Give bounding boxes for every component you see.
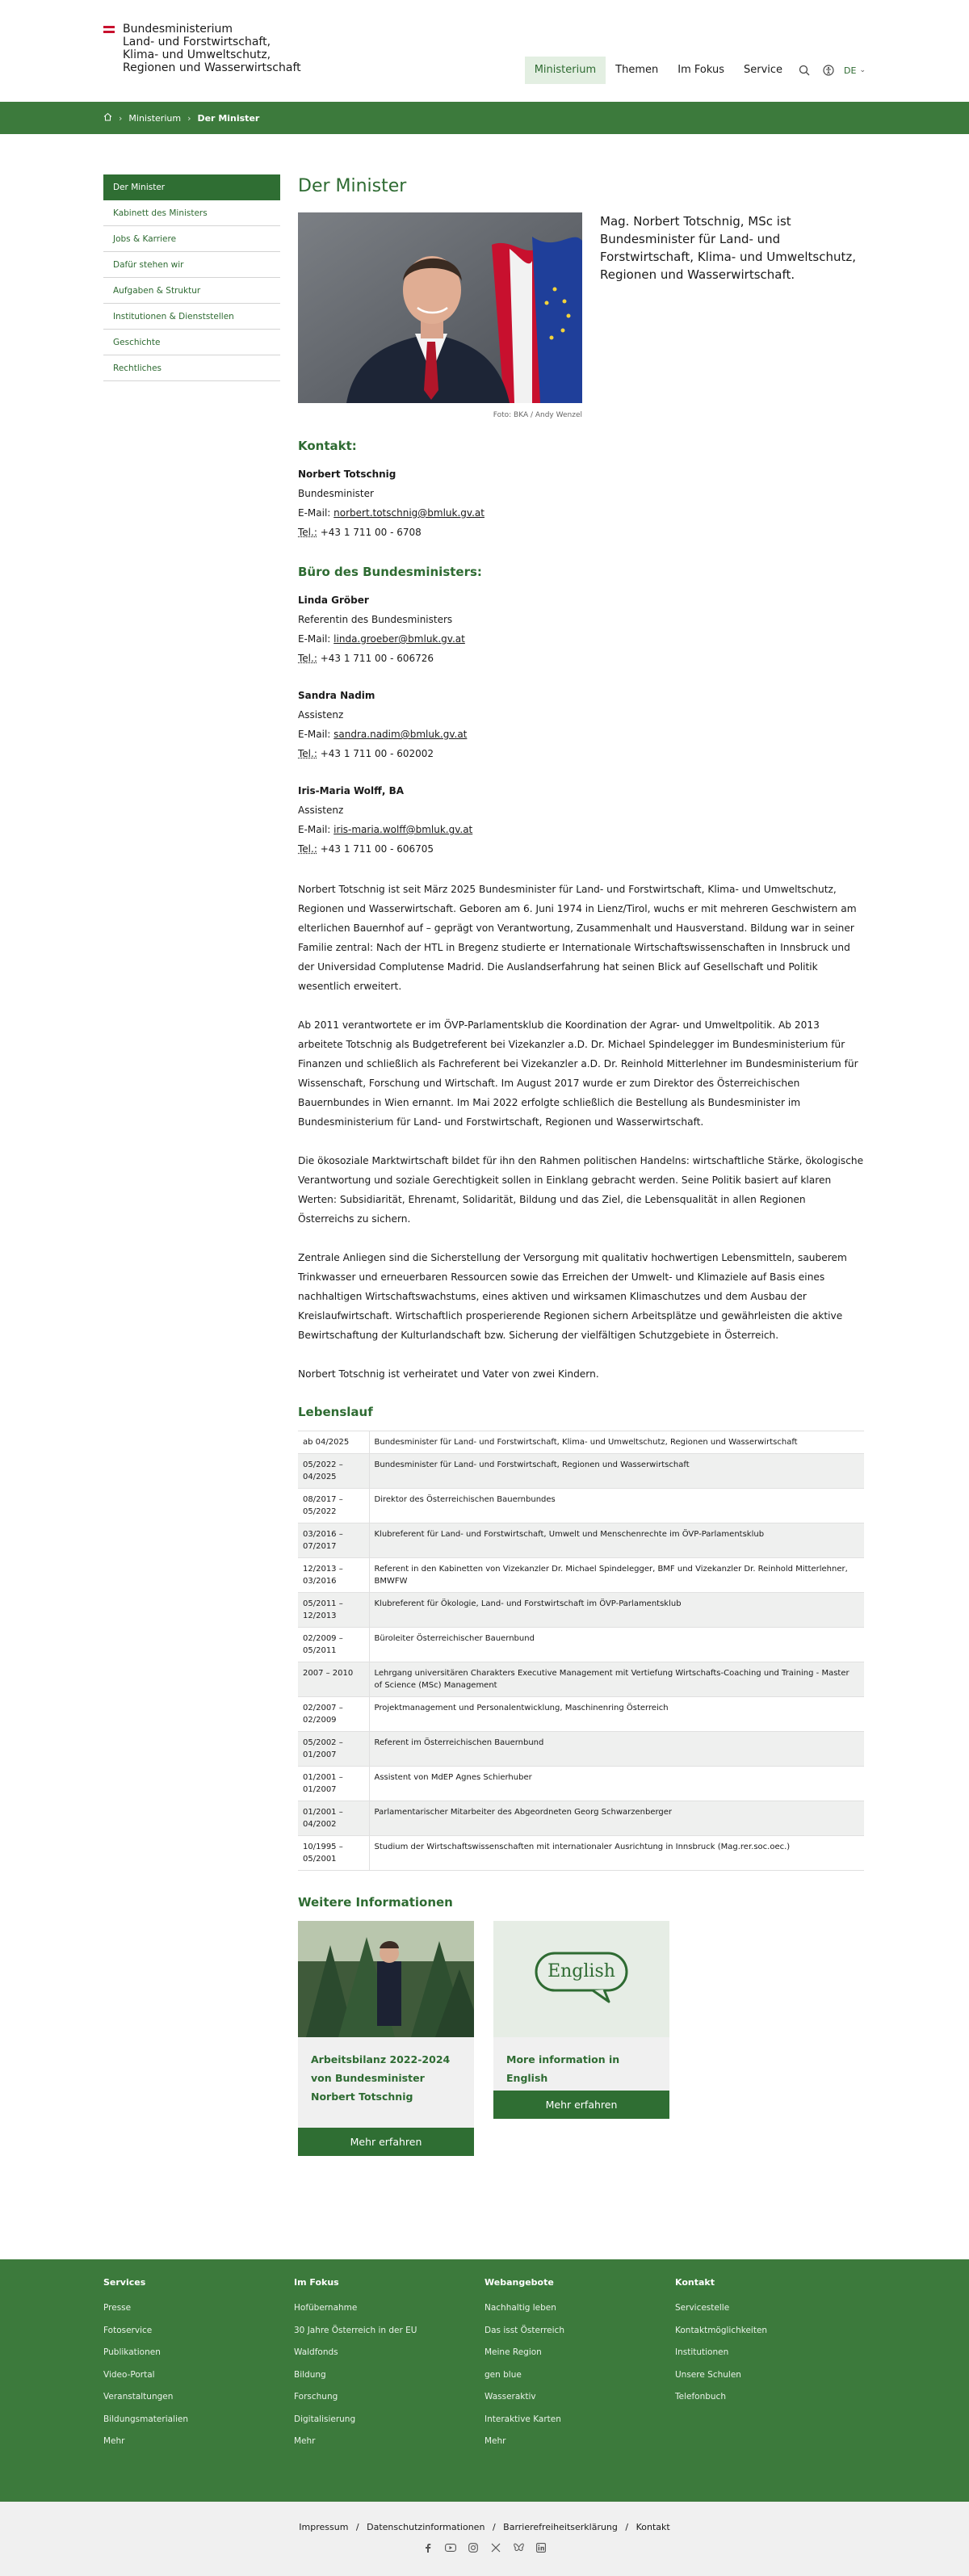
footer-link[interactable]: Presse <box>103 2303 132 2313</box>
kontakt-link[interactable]: Kontakt <box>636 2522 670 2532</box>
teaser-card-english[interactable] <box>493 1921 669 2156</box>
mehr-erfahren-button[interactable]: Mehr erfahren <box>298 2128 474 2156</box>
cv-entry: Bundesminister für Land- und Forstwirtschaft, Klima- und Umweltschutz, Regionen und Wasserwirtschaft <box>369 1431 864 1454</box>
cv-heading: Lebenslauf <box>298 1405 373 1419</box>
intro <box>298 212 864 419</box>
contact-phone: +43 1 711 00 - 602002 <box>320 748 434 759</box>
teaser-card-arbeitsbilanz[interactable] <box>298 1921 474 2156</box>
contact-name: Linda Gröber <box>298 595 369 606</box>
cv-date: 2007 – 2010 <box>298 1662 369 1697</box>
footer-heading: Services <box>103 2277 146 2288</box>
contact-email-link[interactable]: linda.groeber@bmluk.gv.at <box>333 633 465 645</box>
contact-phone: +43 1 711 00 - 606705 <box>320 843 434 855</box>
table-row <box>298 1628 864 1662</box>
youtube-icon[interactable] <box>439 2540 462 2555</box>
contact-phone: +43 1 711 00 - 606726 <box>320 653 434 664</box>
mehr-erfahren-button[interactable]: Mehr erfahren <box>493 2091 669 2119</box>
contact-minister <box>298 464 864 542</box>
email-label: E-Mail: <box>298 729 331 740</box>
impressum-link[interactable]: Impressum <box>299 2522 349 2532</box>
language-selector[interactable] <box>844 65 866 76</box>
footer-link[interactable]: Telefonbuch <box>675 2392 726 2402</box>
table-row <box>298 1732 864 1767</box>
footer-link[interactable]: Publikationen <box>103 2347 161 2357</box>
sidebar-item-kabinett[interactable]: Kabinett des Ministers <box>103 200 280 226</box>
footer-link[interactable]: Kontaktmöglichkeiten <box>675 2325 768 2335</box>
footer-column-webangebote <box>484 2277 675 2502</box>
footer-link[interactable]: Mehr <box>103 2436 125 2446</box>
cv-date: 03/2016 – 07/2017 <box>298 1523 369 1558</box>
breadcrumb-ministerium[interactable]: Ministerium <box>128 112 182 124</box>
cv-entry: Büroleiter Österreichischer Bauernbund <box>369 1628 864 1662</box>
email-label: E-Mail: <box>298 824 331 835</box>
cv-table <box>298 1431 864 1871</box>
cv-entry: Bundesminister für Land- und Forstwirtschaft, Regionen und Wasserwirtschaft <box>369 1454 864 1489</box>
tel-label: Tel.: <box>298 527 317 538</box>
x-icon[interactable] <box>484 2540 507 2555</box>
footer-link[interactable]: Waldfonds <box>294 2347 338 2357</box>
home-icon[interactable] <box>103 112 112 124</box>
cv-entry: Klubreferent für Ökologie, Land- und Forstwirtschaft im ÖVP-Parlamentsklub <box>369 1593 864 1628</box>
cv-date: ab 04/2025 <box>298 1431 369 1454</box>
contact-heading: Kontakt: <box>298 439 357 453</box>
link-separator: / <box>492 2522 496 2532</box>
footer-link[interactable]: 30 Jahre Österreich in der EU <box>294 2325 417 2335</box>
site-footer <box>0 2259 969 2502</box>
cv-entry: Klubreferent für Land- und Forstwirtschaft, Umwelt und Menschenrechte im ÖVP-Parlamentsklub <box>369 1523 864 1558</box>
bio-paragraph: Ab 2011 verantwortete er im ÖVP-Parlamentsklub die Koordination der Agrar- und Umweltpolitik. Ab 2013 arbeitete Totschnig als Budgetreferent bei Vizekanzler a.D. Dr. Michael Spindelegger im Bundesministerium für Finanzen und schließlich als Fachreferent bei Vizekanzler a.D. Dr. Reinhold Mitterlehner im Bundesministerium für Wissenschaft, Forschung und Wirtschaft. Im August 2017 wurde er zum Direktor des Österreichischen Bauernbundes in Wien ernannt. Im Mai 2022 erfolgte schließlich die Bestellung als Bundesminister im Bundesministerium für Land- und Forstwirtschaft, Regionen und Wasserwirtschaft. <box>298 1019 858 1128</box>
footer-link[interactable]: Unsere Schulen <box>675 2369 741 2380</box>
footer-link[interactable]: Hofübernahme <box>294 2303 358 2313</box>
content <box>298 174 864 2156</box>
teaser-cards <box>298 1921 864 2156</box>
link-separator: / <box>355 2522 359 2532</box>
breadcrumb-separator-icon: › <box>187 112 191 124</box>
cv-date: 05/2022 – 04/2025 <box>298 1454 369 1489</box>
footer-link[interactable]: Veranstaltungen <box>103 2392 174 2402</box>
footer-column-kontakt <box>675 2277 866 2502</box>
table-row <box>298 1489 864 1523</box>
cv-date: 01/2001 – 04/2002 <box>298 1801 369 1836</box>
bio-paragraph: Norbert Totschnig ist verheiratet und Vater von zwei Kindern. <box>298 1368 599 1380</box>
cv-entry: Parlamentarischer Mitarbeiter des Abgeordneten Georg Schwarzenberger <box>369 1801 864 1836</box>
contact-email-link[interactable]: norbert.totschnig@bmluk.gv.at <box>333 507 484 519</box>
minister-portrait <box>298 212 582 403</box>
contact-email-link[interactable]: iris-maria.wolff@bmluk.gv.at <box>333 824 473 835</box>
bluesky-icon[interactable] <box>507 2540 530 2555</box>
cv-entry: Projektmanagement und Personalentwicklung, Maschinenring Österreich <box>369 1697 864 1732</box>
card-title: More information in English <box>493 2037 669 2091</box>
sidebar-item-der-minister[interactable]: Der Minister <box>103 174 280 200</box>
table-row <box>298 1431 864 1454</box>
sidebar-item-institutionen[interactable]: Institutionen & Dienststellen <box>103 304 280 330</box>
link-separator: / <box>625 2522 629 2532</box>
cv-date: 02/2009 – 05/2011 <box>298 1628 369 1662</box>
contact-role: Bundesminister <box>298 488 374 499</box>
table-row <box>298 1662 864 1697</box>
cv-date: 08/2017 – 05/2022 <box>298 1489 369 1523</box>
email-label: E-Mail: <box>298 507 331 519</box>
sidebar-item-dafuer-stehen-wir[interactable]: Dafür stehen wir <box>103 252 280 278</box>
tel-label: Tel.: <box>298 843 317 855</box>
austria-flag-icon <box>103 26 115 74</box>
footer-link[interactable]: Mehr <box>484 2436 506 2446</box>
cv-entry: Referent in den Kabinetten von Vizekanzler Dr. Michael Spindelegger, BMF und Vizekanzler Dr. Reinhold Mitterlehner, BMWFW <box>369 1558 864 1593</box>
ministry-logo[interactable] <box>103 23 301 74</box>
cv-entry: Referent im Österreichischen Bauernbund <box>369 1732 864 1767</box>
table-row <box>298 1454 864 1489</box>
search-icon[interactable] <box>792 57 816 84</box>
contact-role: Assistenz <box>298 709 344 721</box>
nav-themen[interactable]: Themen <box>615 64 659 76</box>
table-row <box>298 1697 864 1732</box>
sidebar-nav <box>103 174 280 2156</box>
cv-entry: Studium der Wirtschaftswissenschaften mit internationaler Ausrichtung in Innsbruck (Mag.rer.soc.oec.) <box>369 1836 864 1871</box>
contact-name: Norbert Totschnig <box>298 469 396 480</box>
footer-link[interactable]: Meine Region <box>484 2347 542 2357</box>
cv-date: 05/2011 – 12/2013 <box>298 1593 369 1628</box>
footer-link[interactable]: Wasseraktiv <box>484 2392 536 2402</box>
contact-role: Referentin des Bundesministers <box>298 614 453 625</box>
contact-name: Iris-Maria Wolff, BA <box>298 785 405 796</box>
contact-name: Sandra Nadim <box>298 690 375 701</box>
table-row <box>298 1558 864 1593</box>
table-row <box>298 1836 864 1871</box>
bio-paragraph: Die ökosoziale Marktwirtschaft bildet für ihn den Rahmen politischen Handelns: wirtschaftliche Stärke, ökologische Verantwortung und soziale Gerechtigkeit sollen in Einklang gebracht werden. Seine Politik basiert auf klaren Werten: Subsidiarität, Ehrenamt, Solidarität, Bildung und das Ziel, die Lebensqualität in allen Regionen Österreichs zu sichern. <box>298 1155 864 1225</box>
sidebar-item-rechtliches[interactable]: Rechtliches <box>103 355 280 381</box>
footer-heading: Kontakt <box>675 2277 715 2288</box>
accessibility-icon[interactable] <box>816 57 841 84</box>
office-heading: Büro des Bundesministers: <box>298 565 482 579</box>
english-badge-image <box>493 1921 669 2037</box>
datenschutz-link[interactable]: Datenschutzinformationen <box>367 2522 485 2532</box>
social-links <box>0 2540 969 2555</box>
contact-role: Assistenz <box>298 805 344 816</box>
cv-date: 12/2013 – 03/2016 <box>298 1558 369 1593</box>
footer-link[interactable]: Forschung <box>294 2392 338 2402</box>
bio-paragraph: Zentrale Anliegen sind die Sicherstellung der Versorgung mit qualitativ hochwertigen Lebensmitteln, sauberem Trinkwasser und erneuerbaren Ressourcen sowie das Erreichen der Umwelt- und Klimaziele auf Basis eines nachhaltigen Wirtschaftswachstums, eines aktiven und wirksamen Klimaschutzes und dem Ausbau der Kreislaufwirtschaft. Wirtschaftlich prosperierende Regionen sichern Arbeitsplätze und gewährleisten die aktive Bewirtschaftung der Kulturlandschaft bzw. Sicherung der vielfältigen Schutzgebiete in Österreich. <box>298 1252 847 1341</box>
table-row <box>298 1801 864 1836</box>
table-row <box>298 1523 864 1558</box>
footer-column-im-fokus <box>294 2277 484 2502</box>
legal-links <box>0 2522 969 2532</box>
main-area <box>0 134 969 2188</box>
facebook-icon[interactable] <box>417 2540 439 2555</box>
lead-text: Mag. Norbert Totschnig, MSc ist Bundesminister für Land- und Forstwirtschaft, Klima- und Umweltschutz, Regionen und Wasserwirtschaft. <box>600 214 857 282</box>
portrait-figure <box>298 212 582 419</box>
footer-column-services <box>103 2277 294 2502</box>
logo-text: Bundesministerium Land- und Forstwirtschaft, Klima- und Umweltschutz, Regionen und Wasserwirtschaft <box>123 23 301 74</box>
sidebar-item-geschichte[interactable]: Geschichte <box>103 330 280 355</box>
site-header <box>0 0 969 102</box>
linkedin-icon[interactable] <box>530 2540 552 2555</box>
footer-link[interactable]: Servicestelle <box>675 2303 730 2313</box>
breadcrumb-separator-icon: › <box>119 112 123 124</box>
bio-paragraph: Norbert Totschnig ist seit März 2025 Bundesminister für Land- und Forstwirtschaft, Klima- und Umweltschutz, Regionen und Wasserwirtschaft. Geboren am 6. Juni 1974 in Lienz/Tirol, wuchs er mit mehreren Geschwistern am elterlichen Bauernhof auf – geprägt von Verantwortung, Zusammenhalt und Hausverstand. Bildung war in seiner Familie zentral: Nach der HTL in Bregenz studierte er Internationale Wirtschaftswissenschaften in Innsbruck und der Universidad Complutense Madrid. Die Auslandserfahrung hat seinen Blick auf Gesellschaft und Politik wesentlich erweitert. <box>298 884 857 992</box>
english-badge-text: English <box>547 1961 615 1981</box>
tel-label: Tel.: <box>298 653 317 664</box>
office-contact-1 <box>298 590 864 668</box>
cv-entry: Direktor des Österreichischen Bauernbundes <box>369 1489 864 1523</box>
office-contact-3 <box>298 781 864 859</box>
nav-service[interactable]: Service <box>743 64 783 76</box>
card-title: Arbeitsbilanz 2022-2024 von Bundesminister Norbert Totschnig <box>298 2037 474 2128</box>
breadcrumb-current: Der Minister <box>197 112 260 124</box>
footer-link[interactable]: Mehr <box>294 2436 316 2446</box>
breadcrumb <box>0 102 969 134</box>
sidebar-item-jobs[interactable]: Jobs & Karriere <box>103 226 280 252</box>
contact-email-link[interactable]: sandra.nadim@bmluk.gv.at <box>333 729 468 740</box>
main-nav <box>525 57 866 84</box>
footer-link[interactable]: Fotoservice <box>103 2325 153 2335</box>
footer-heading: Webangebote <box>484 2277 554 2288</box>
nav-im-fokus[interactable]: Im Fokus <box>677 64 724 76</box>
office-contact-2 <box>298 686 864 763</box>
speech-bubble-icon <box>535 1952 628 2007</box>
barrierefreiheit-link[interactable]: Barrierefreiheitserklärung <box>503 2522 618 2532</box>
forest-photo <box>298 1921 474 2037</box>
instagram-icon[interactable] <box>462 2540 484 2555</box>
cv-date: 05/2002 – 01/2007 <box>298 1732 369 1767</box>
nav-ministerium[interactable]: Ministerium <box>525 57 606 84</box>
table-row <box>298 1593 864 1628</box>
cv-date: 10/1995 – 05/2001 <box>298 1836 369 1871</box>
sub-footer <box>0 2502 969 2576</box>
cv-entry: Assistent von MdEP Agnes Schierhuber <box>369 1767 864 1801</box>
language-label: DE <box>844 65 857 76</box>
footer-link[interactable]: Nachhaltig leben <box>484 2303 556 2313</box>
footer-heading: Im Fokus <box>294 2277 339 2288</box>
cv-date: 01/2001 – 01/2007 <box>298 1767 369 1801</box>
footer-link[interactable]: Institutionen <box>675 2347 729 2357</box>
more-info-heading: Weitere Informationen <box>298 1895 453 1910</box>
page-title: Der Minister <box>298 176 407 196</box>
contact-phone: +43 1 711 00 - 6708 <box>320 527 422 538</box>
tel-label: Tel.: <box>298 748 317 759</box>
footer-link[interactable]: Das isst Österreich <box>484 2325 564 2335</box>
email-label: E-Mail: <box>298 633 331 645</box>
chevron-down-icon: ⌄ <box>859 66 866 74</box>
cv-entry: Lehrgang universitären Charakters Executive Management mit Vertiefung Wirtschafts-Coaching und Training - Master of Science (MSc) Management <box>369 1662 864 1697</box>
footer-link[interactable]: Bildungsmaterialien <box>103 2414 189 2424</box>
footer-link[interactable]: Digitalisierung <box>294 2414 356 2424</box>
footer-link[interactable]: Bildung <box>294 2369 326 2380</box>
footer-link[interactable]: gen blue <box>484 2369 522 2380</box>
footer-link[interactable]: Interaktive Karten <box>484 2414 561 2424</box>
table-row <box>298 1767 864 1801</box>
cv-date: 02/2007 – 02/2009 <box>298 1697 369 1732</box>
sidebar-item-aufgaben[interactable]: Aufgaben & Struktur <box>103 278 280 304</box>
footer-link[interactable]: Video-Portal <box>103 2369 155 2380</box>
photo-caption: Foto: BKA / Andy Wenzel <box>493 411 582 419</box>
